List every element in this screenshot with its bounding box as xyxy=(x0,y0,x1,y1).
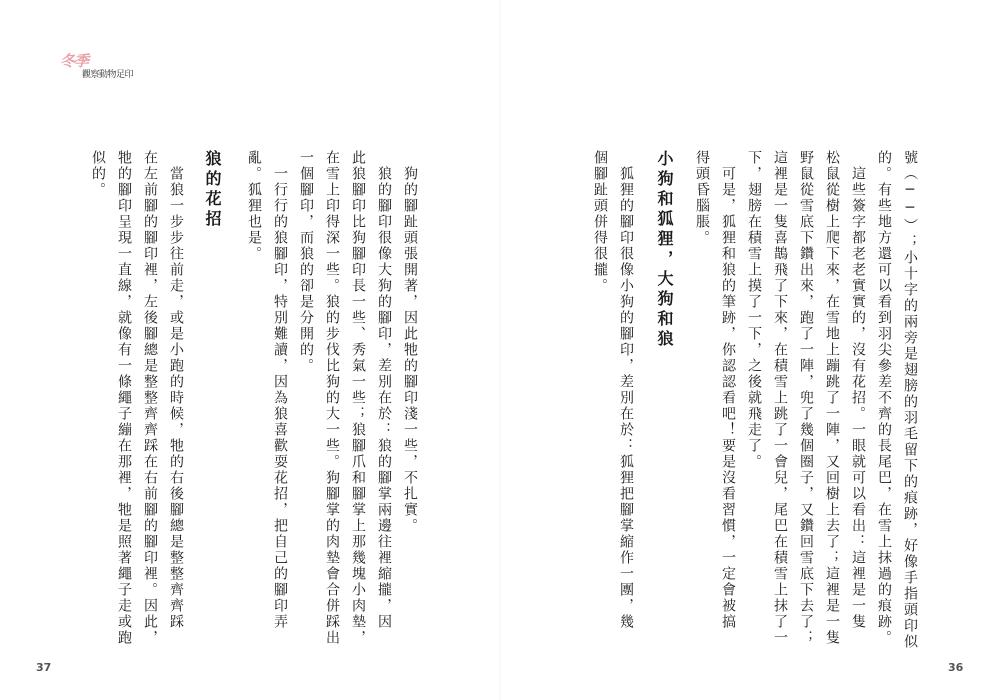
right-col-7: 下，翅膀在積雪上摸了一下，之後就飛走了。 xyxy=(746,150,762,470)
series-subtitle: 觀察動物足印 xyxy=(82,70,134,80)
left-col-3: 此狼腳印比狗腳印長一些、秀氣一些；狼腳爪和腳掌上那幾塊小肉墊， xyxy=(350,150,366,646)
left-heading: 狼的花招 xyxy=(203,150,222,230)
right-col-10: 狐狸的腳印很像小狗的腳印，差別在於：狐狸把腳掌縮作一團，幾 xyxy=(618,166,634,630)
left-col-10: 牠的腳印呈現一直線，就像有一條繩子繃在那裡，牠是照著繩子走或跑 xyxy=(116,150,132,646)
left-col-11: 似的。 xyxy=(90,150,106,198)
right-col-5: 野鼠從雪底下鑽出來，跑了一陣，兜了幾個圈子，又鑽回雪底下去了； xyxy=(798,150,814,646)
right-col-4: 松鼠從樹上爬下來，在雪地上蹦跳了一陣，又回樹上去了；這裡是一隻 xyxy=(824,150,840,646)
right-col-11: 個腳趾頭併得很攏。 xyxy=(592,150,608,294)
right-col-1: 號（──）；小十字的兩旁是翅膀的羽毛留下的痕跡，好像手指頭印似 xyxy=(902,150,918,650)
right-col-9: 得頭昏腦脹。 xyxy=(694,150,710,246)
left-page-number: 37 xyxy=(36,661,52,674)
right-page-number: 36 xyxy=(948,661,964,674)
left-col-4: 在雪上印得深一些。狼的步伐比狗的大一些。狗腳掌的肉墊會合併踩出 xyxy=(324,150,340,646)
right-col-2: 的。有些地方還可以看到羽尖參差不齊的長尾巴，在雪上抹過的痕跡。 xyxy=(876,150,892,646)
right-col-8: 可是，狐狸和狼的筆跡，你認認看吧！要是沒看習慣，一定會被搞 xyxy=(720,166,736,630)
right-heading: 小狗和狐狸，大狗和狼 xyxy=(655,150,674,350)
right-col-3: 這些簽字都老老實實的，沒有花招。一眼就可以看出：這裡是一隻 xyxy=(850,166,866,630)
left-col-8: 當狼一步步往前走，或是小跑的時候，牠的右後腳總是整整齊齊踩 xyxy=(168,166,184,630)
series-logo xyxy=(60,50,140,82)
right-col-6: 這裡是一隻喜鵲飛了下來，在積雪上跳了一會兒，尾巴在積雪上抹了一 xyxy=(772,150,788,646)
left-col-1: 狗的腳趾頭張開著，因此牠的腳印淺一些，不扎實。 xyxy=(402,166,418,534)
left-col-6: 一行行的狼腳印，特別難讀，因為狼喜歡耍花招，把自己的腳印弄 xyxy=(272,166,288,630)
page-gutter xyxy=(499,0,501,700)
left-col-2: 狼的腳印很像大狗的腳印，差別在於：狼的腳掌兩邊往裡縮攏，因 xyxy=(376,166,392,630)
series-title: 冬季 xyxy=(60,52,89,70)
left-col-7: 亂。狐狸也是。 xyxy=(246,150,262,262)
left-col-9: 在左前腳的腳印裡，左後腳總是整整齊齊踩在右前腳的腳印裡。因此， xyxy=(142,150,158,646)
left-col-5: 一個腳印，而狼的卻是分開的。 xyxy=(298,150,314,374)
